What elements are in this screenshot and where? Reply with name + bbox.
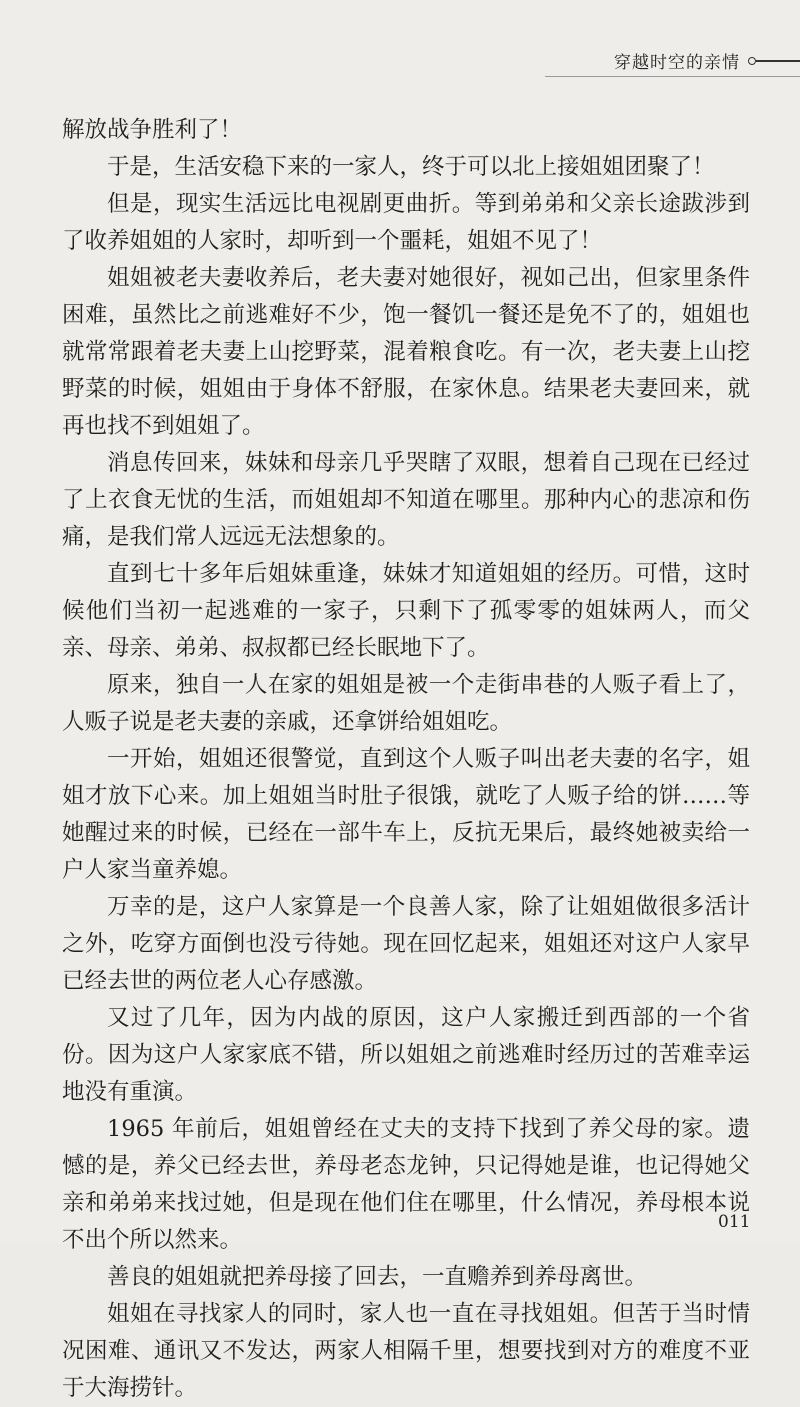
paragraph: 1965 年前后，姐姐曾经在丈夫的支持下找到了养父母的家。遗憾的是，养父已经去世，养母老态龙钟，只记得她是谁，也记得她父亲和弟弟来找过她，但是现在他们住在哪里，什么情况，养母根本说不出个所以然来。 xyxy=(62,1116,750,1253)
paragraph: 姐姐被老夫妻收养后，老夫妻对她很好，视如己出，但家里条件困难，虽然比之前逃难好不少，饱一餐饥一餐还是免不了的，姐姐也就常常跟着老夫妻上山挖野菜，混着粮食吃。有一次，老夫妻上山挖野菜的时候，姐姐由于身体不舒服，在家休息。结果老夫妻回来，就再也找不到姐姐了。 xyxy=(62,265,750,439)
paragraph: 解放战争胜利了！ xyxy=(62,117,243,143)
paragraph: 一开始，姐姐还很警觉，直到这个人贩子叫出老夫妻的名字，姐姐才放下心来。加上姐姐当时肚子很饿，就吃了人贩子给的饼……等她醒过来的时候，已经在一部牛车上，反抗无果后，最终她被卖给一户人家当童养媳。 xyxy=(62,746,750,883)
paragraph: 直到七十多年后姐妹重逢，妹妹才知道姐姐的经历。可惜，这时候他们当初一起逃难的一家子，只剩下了孤零零的姐妹两人，而父亲、母亲、弟弟、叔叔都已经长眠地下了。 xyxy=(62,561,750,661)
body-text xyxy=(62,112,750,1407)
header-ornament-line xyxy=(756,60,800,62)
page-number: 011 xyxy=(718,1212,751,1232)
paragraph: 姐姐在寻找家人的同时，家人也一直在寻找姐姐。但苦于当时情况困难、通讯又不发达，两家人相隔千里，想要找到对方的难度不亚于大海捞针。 xyxy=(62,1301,750,1401)
paragraph: 万幸的是，这户人家算是一个良善人家，除了让姐姐做很多活计之外，吃穿方面倒也没亏待她。现在回忆起来，姐姐还对这户人家早已经去世的两位老人心存感激。 xyxy=(62,894,750,994)
running-header-title: 穿越时空的亲情 xyxy=(614,53,740,73)
running-header xyxy=(0,48,800,74)
paragraph: 善良的姐姐就把养母接了回去，一直赡养到养母离世。 xyxy=(107,1264,648,1290)
header-ornament-circle xyxy=(748,57,756,65)
paragraph: 又过了几年，因为内战的原因，这户人家搬迁到西部的一个省份。因为这户人家家底不错，所以姐姐之前逃难时经历过的苦难幸运地没有重演。 xyxy=(62,1005,750,1105)
header-divider xyxy=(545,76,800,77)
paragraph: 但是，现实生活远比电视剧更曲折。等到弟弟和父亲长途跋涉到了收养姐姐的人家时，却听到一个噩耗，姐姐不见了！ xyxy=(62,191,750,254)
paragraph: 消息传回来，妹妹和母亲几乎哭瞎了双眼，想着自己现在已经过了上衣食无忧的生活，而姐姐却不知道在哪里。那种内心的悲凉和伤痛，是我们常人远远无法想象的。 xyxy=(62,450,750,550)
paragraph: 于是，生活安稳下来的一家人，终于可以北上接姐姐团聚了！ xyxy=(107,154,715,180)
paragraph: 原来，独自一人在家的姐姐是被一个走街串巷的人贩子看上了，人贩子说是老夫妻的亲戚，还拿饼给姐姐吃。 xyxy=(62,672,750,735)
